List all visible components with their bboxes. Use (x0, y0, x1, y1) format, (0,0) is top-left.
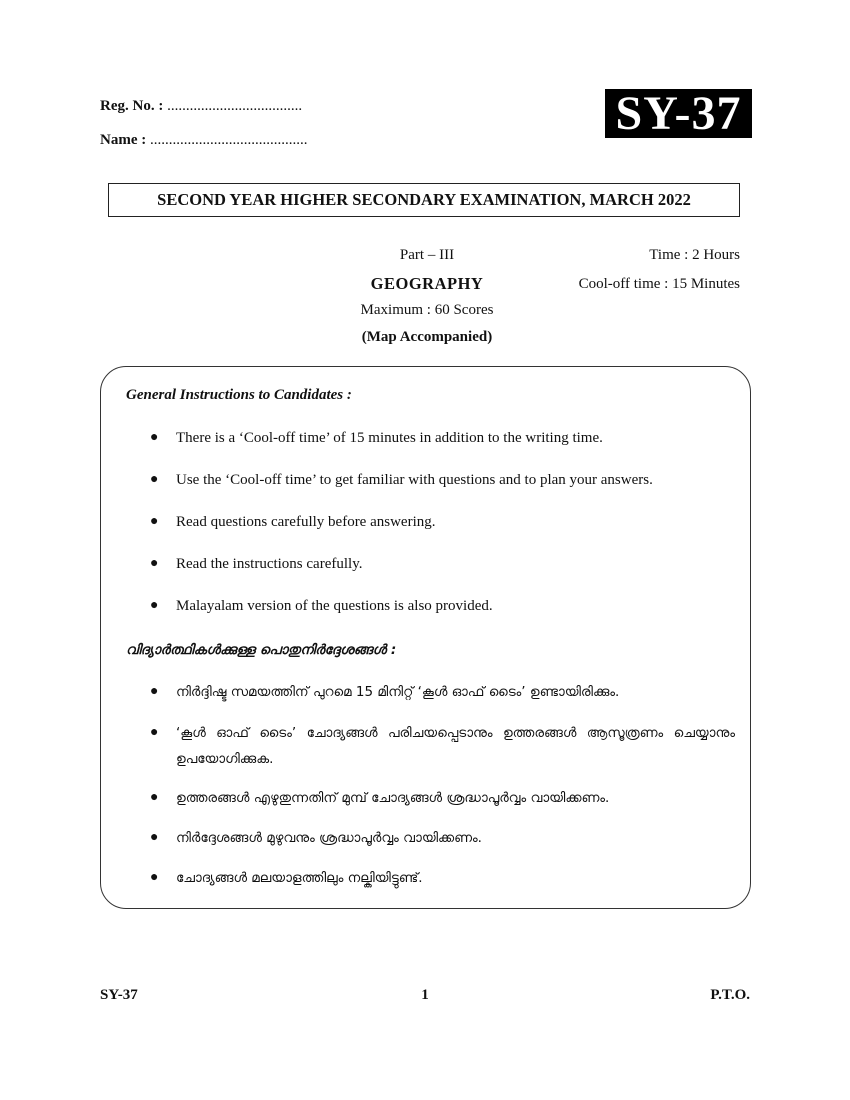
bullet-icon: ● (150, 556, 159, 571)
please-turn-over: P.T.O. (710, 987, 750, 1003)
instruction-text: Malayalam version of the questions is also provided. (176, 598, 493, 614)
bullet-icon: ● (150, 790, 159, 805)
reg-no-dots: .................................... (167, 98, 303, 114)
reg-no-field (100, 98, 302, 115)
instruction-item (150, 467, 735, 493)
malayalam-instruction-item (150, 679, 735, 705)
malayalam-instruction-text: ‘കൂൾ ഓഫ് ടൈം’ ചോദ്യങ്ങൾ പരിചയപ്പെടാനും ഉത്തരങ്ങൾ ആസൂത്രണം ചെയ്യാനും ഉപയോഗിക്കുക. (176, 725, 735, 767)
bullet-icon: ● (150, 598, 159, 613)
subject-title: GEOGRAPHY (370, 274, 484, 293)
instructions-heading: General Instructions to Candidates : (126, 387, 352, 403)
time-limit: Time : 2 Hours (649, 247, 740, 263)
name-dots: .......................................... (149, 132, 308, 148)
bullet-icon: ● (150, 830, 159, 845)
bullet-icon: ● (150, 514, 159, 529)
bullet-icon: ● (150, 430, 159, 445)
malayalam-instruction-item (150, 825, 735, 851)
malayalam-instruction-text: നിർദ്ദിഷ്ട സമയത്തിന് പുറമെ 15 മിനിറ്റ് ‘കൂൾ ഓഫ് ടൈം’ ഉണ്ടായിരിക്കും. (176, 684, 620, 700)
reg-no-label: Reg. No. : (100, 98, 168, 114)
cool-off-time: Cool-off time : 15 Minutes (578, 276, 740, 292)
malayalam-instruction-text: ചോദ്യങ്ങൾ മലയാളത്തിലും നല്കിയിട്ടുണ്ട്. (176, 870, 423, 886)
malayalam-instruction-text: ഉത്തരങ്ങൾ എഴുതുന്നതിന് മുമ്പ് ചോദ്യങ്ങൾ ശ്രദ്ധാപൂർവ്വം വായിക്കണം. (176, 790, 610, 806)
part-label: Part – III (399, 247, 455, 263)
bullet-icon: ● (150, 684, 159, 699)
name-label: Name : (100, 132, 150, 148)
exam-title: SECOND YEAR HIGHER SECONDARY EXAMINATION, MARCH 2022 (108, 183, 740, 217)
bullet-icon: ● (150, 472, 159, 487)
instruction-text: Use the ‘Cool-off time’ to get familiar with questions and to plan your answers. (176, 472, 653, 488)
instruction-text: Read the instructions carefully. (176, 556, 363, 572)
bullet-icon: ● (150, 870, 159, 885)
name-field (100, 132, 307, 149)
malayalam-instruction-text: നിർദ്ദേശങ്ങൾ മുഴുവനും ശ്രദ്ധാപൂർവ്വം വായിക്കണം. (176, 830, 482, 846)
instruction-item (150, 509, 735, 535)
malayalam-instruction-item (150, 865, 735, 891)
footer-paper-code: SY-37 (100, 987, 138, 1003)
malayalam-instruction-item (150, 785, 735, 811)
instruction-text: There is a ‘Cool-off time’ of 15 minutes in addition to the writing time. (176, 430, 603, 446)
instruction-item (150, 425, 735, 451)
max-scores: Maximum : 60 Scores (360, 302, 494, 318)
bullet-icon: ● (150, 725, 159, 740)
map-note: (Map Accompanied) (361, 329, 493, 345)
instruction-text: Read questions carefully before answering. (176, 514, 436, 530)
page-number: 1 (421, 987, 429, 1003)
instruction-item (150, 551, 735, 577)
malayalam-instruction-item (150, 720, 735, 772)
instruction-item (150, 593, 735, 619)
malayalam-instructions-heading: വിദ്യാർത്ഥികൾക്കുള്ള പൊതുനിർദ്ദേശങ്ങൾ : (126, 642, 397, 658)
paper-code: SY-37 (605, 89, 752, 138)
